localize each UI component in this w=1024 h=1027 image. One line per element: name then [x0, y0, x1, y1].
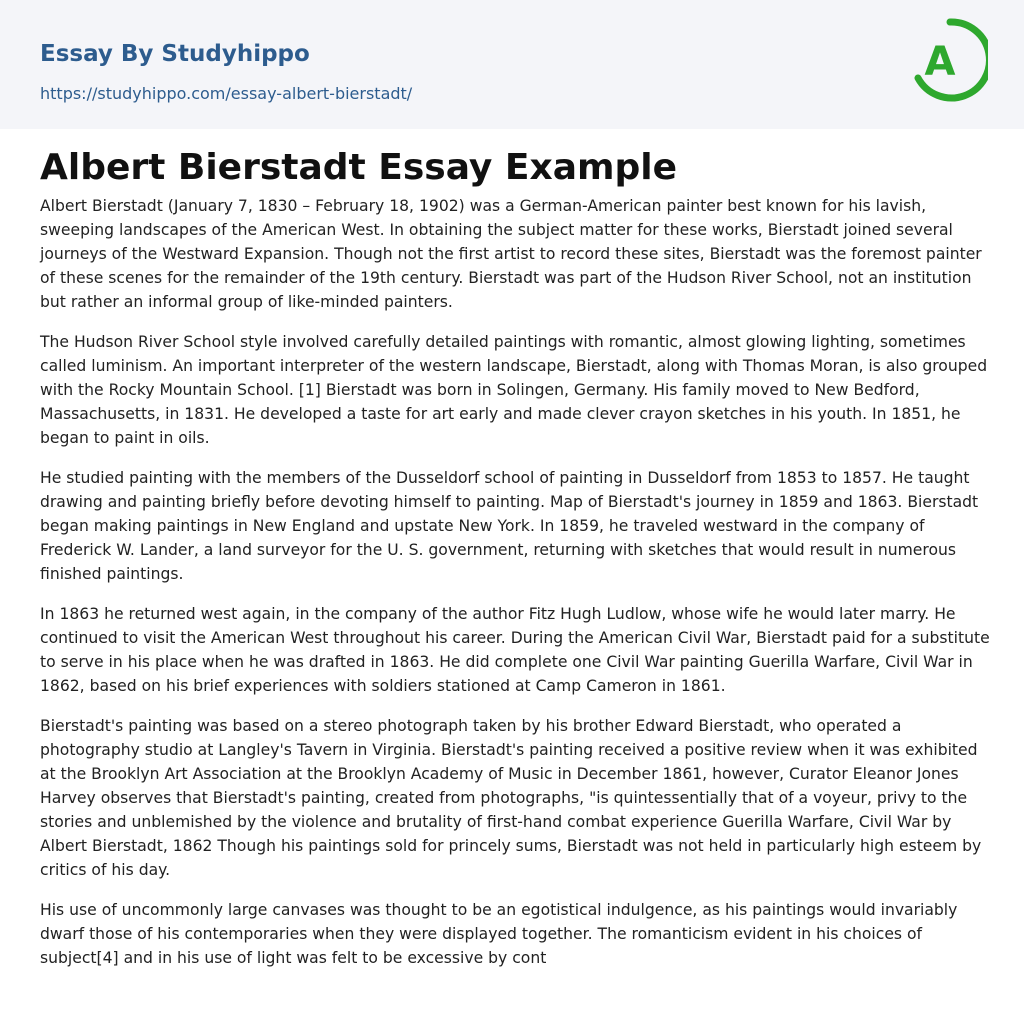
article-title: Albert Bierstadt Essay Example — [40, 147, 678, 188]
site-brand[interactable]: Essay By Studyhippo — [40, 41, 310, 67]
logo-icon[interactable] — [912, 18, 988, 106]
article-paragraph: He studied painting with the members of the Dusseldorf school of painting in Dusseldorf from 1853 to 1857. He taught drawing and painting briefly before devoting himself to painting. Map of Bierstadt's journey in 1859 and 1863. Bierstadt began making paintings in New England and upstate New York. In 1859, he traveled westward in the company of Frederick W. Lander, a land surveyor for the U. S. government, returning with sketches that would result in numerous finished paintings. — [40, 469, 979, 583]
article-paragraph: Albert Bierstadt (January 7, 1830 – February 18, 1902) was a German-American painter best known for his lavish, sweeping landscapes of the American West. In obtaining the subject matter for these works, Bierstadt joined several journeys of the Westward Expansion. Though not the first artist to record these sites, Bierstadt was the foremost painter of these scenes for the remainder of the 19th century. Bierstadt was part of the Hudson River School, not an institution but rather an informal group of like-minded painters. — [40, 197, 982, 311]
article-paragraph: His use of uncommonly large canvases was thought to be an egotistical indulgence, as his paintings would invariably dwarf those of his contemporaries when they were displayed together. The romanticism evident in his choices of subject[4] and in his use of light was felt to be excessive by cont — [40, 901, 958, 967]
logo-letter: A — [924, 39, 956, 85]
page-url-link[interactable]: https://studyhippo.com/essay-albert-bierstadt/ — [40, 84, 413, 103]
article-paragraph: The Hudson River School style involved carefully detailed paintings with romantic, almost glowing lighting, sometimes called luminism. An important interpreter of the western landscape, Bierstadt, along with Thomas Moran, is also grouped with the Rocky Mountain School. [1] Bierstadt was born in Solingen, Germany. His family moved to New Bedford, Massachusetts, in 1831. He developed a taste for art early and made clever crayon sketches in his youth. In 1851, he began to paint in oils. — [40, 333, 988, 447]
article-paragraph: In 1863 he returned west again, in the company of the author Fitz Hugh Ludlow, whose wife he would later marry. He continued to visit the American West throughout his career. During the American Civil War, Bierstadt paid for a substitute to serve in his place when he was drafted in 1863. He did complete one Civil War painting Guerilla Warfare, Civil War in 1862, based on his brief experiences with soldiers stationed at Camp Cameron in 1861. — [40, 605, 990, 695]
article-paragraph: Bierstadt's painting was based on a stereo photograph taken by his brother Edward Bierstadt, who operated a photography studio at Langley's Tavern in Virginia. Bierstadt's painting received a positive review when it was exhibited at the Brooklyn Art Association at the Brooklyn Academy of Music in December 1861, however, Curator Eleanor Jones Harvey observes that Bierstadt's painting, created from photographs, "is quintessentially that of a voyeur, privy to the stories and unblemished by the violence and brutality of first-hand combat experience Guerilla Warfare, Civil War by Albert Bierstadt, 1862 Though his paintings sold for princely sums, Bierstadt was not held in particularly high esteem by critics of his day. — [40, 717, 982, 879]
article-body — [40, 194, 990, 986]
